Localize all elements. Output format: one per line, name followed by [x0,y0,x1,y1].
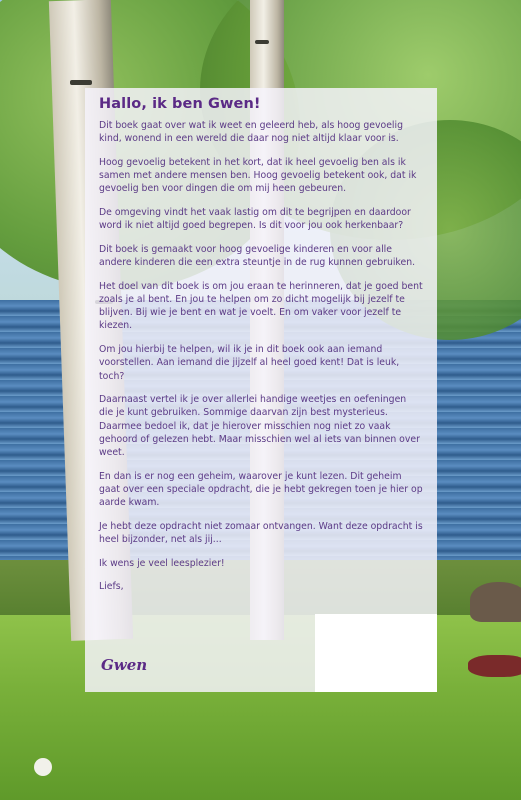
letter-paragraph: Dit boek is gemaakt voor hoog gevoelige kinderen en voor alle andere kinderen die een extra steuntje in de rug kunnen gebruiken. [99,243,416,269]
birch-bark-mark [70,80,92,85]
letter-closing: Liefs, [99,581,124,593]
ball [34,758,52,776]
birch-bark-mark [255,40,269,44]
letter-title: Hallo, ik ben Gwen! [99,96,261,112]
letter-paragraph: De omgeving vindt het vaak lastig om dit te begrijpen en daardoor word ik niet altijd goed begrepen. Is dit voor jou ook herkenbaar? [99,207,411,232]
blank-label-area [315,614,437,692]
letter-panel [85,88,437,692]
letter-paragraph: Daarnaast vertel ik je over allerlei handige weetjes en oefeningen die je kunt gebruiken. Sommige daarvan zijn best mysterieus. Daarmee bedoel ik, dat je hierover misschien nog niet zo vaak gehoord of gelezen hebt. Maar misschien wel al iets van binnen over weet. [99,394,420,459]
letter-paragraph: Om jou hierbij te helpen, wil ik je in dit boek ook aan iemand voorstellen. Aan iemand die jijzelf al heel goed kent! Dat is leuk, toch? [99,344,400,382]
letter-paragraph: Dit boek gaat over wat ik weet en geleerd heb, als hoog gevoelig kind, wonend in een wereld die daar nog niet altijd klaar voor is. [99,120,403,145]
letter-paragraph: En dan is er nog een geheim, waarover je kunt lezen. Dit geheim gaat over een speciale opdracht, die je hebt gekregen toen je hier op aarde kwam. [99,470,423,509]
rock [470,582,521,622]
letter-paragraph: Hoog gevoelig betekent in het kort, dat ik heel gevoelig ben als ik samen met andere mensen ben. Hoog gevoelig betekent ook, dat ik gevoelig ben voor dingen die om mij heen gebeuren. [99,156,417,195]
letter-paragraph: Het doel van dit boek is om jou eraan te herinneren, dat je goed bent zoals je al bent. En jou te helpen om zo dicht mogelijk bij jezelf te blijven. Bij wie je bent en wat je voelt. En om vaker voor jezelf te kiezen. [99,280,423,332]
signature: Gwen [101,656,148,674]
letter-paragraph: Je hebt deze opdracht niet zomaar ontvangen. Want deze opdracht is heel bijzonder, net als jij... [99,520,423,546]
letter-paragraph: Ik wens je veel leesplezier! [99,557,225,569]
sandal [468,655,521,677]
